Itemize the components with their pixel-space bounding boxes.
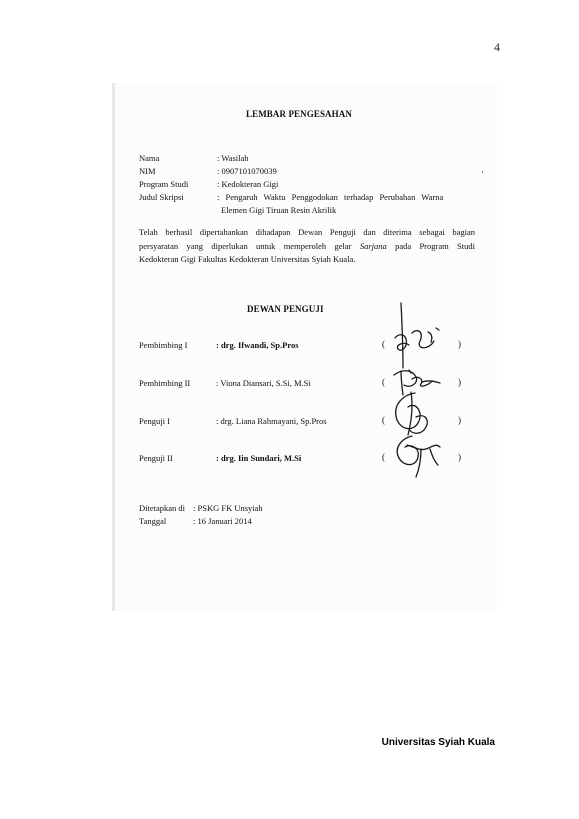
field-label: NIM [139, 166, 156, 176]
scanned-approval-sheet [112, 83, 497, 611]
field-label: Nama [139, 153, 160, 163]
signature-bracket-close: ) [458, 415, 461, 425]
scan-speck [482, 171, 483, 173]
signature-bracket-open: ( [382, 415, 385, 425]
field-value: : Pengaruh Waktu Penggodokan terhadap Perubahan Warna [217, 192, 444, 202]
signature-bracket-close: ) [458, 339, 461, 349]
statement-line-2 [139, 240, 475, 254]
field-value: : 0907101070039 [217, 166, 277, 176]
degree-title: Sarjana [359, 240, 387, 251]
field-label: Judul Skripsi [139, 192, 184, 202]
university-footer: Universitas Syiah Kuala [381, 737, 495, 748]
examiner-role: Penguji I [139, 416, 170, 426]
closing-value: : PSKG FK Unsyiah [193, 503, 263, 513]
signature-pembimbing-1 [395, 303, 439, 368]
page-number: 4 [494, 40, 500, 54]
examiner-name: : drg. Ifwandi, Sp.Pros [216, 340, 299, 350]
field-label: Program Studi [139, 179, 189, 189]
closing-label: Ditetapkan di [139, 503, 186, 513]
approval-statement [139, 226, 475, 267]
signature-penguji-2 [397, 436, 440, 477]
signature-pembimbing-2 [394, 370, 440, 395]
closing-label: Tanggal [139, 516, 167, 526]
statement-text: persyaratan yang diperlukan untuk memperoleh gelar [139, 240, 360, 251]
examiner-role: Pembimbing II [139, 378, 191, 388]
signature-bracket-open: ( [382, 452, 385, 462]
statement-line-1: Telah berhasil dipertahankan dihadapan Dewan Penguji dan diterima sebagai bagian [139, 227, 475, 237]
signature-penguji-1 [396, 392, 428, 435]
field-value: Elemen Gigi Tiruan Resin Akrilik [221, 205, 337, 215]
examiner-role: Penguji II [139, 453, 173, 463]
signature-bracket-open: ( [382, 377, 385, 387]
signature-bracket-open: ( [382, 339, 385, 349]
signature-bracket-close: ) [458, 377, 461, 387]
field-value: : Kedokteran Gigi [217, 179, 279, 189]
signature-bracket-close: ) [458, 452, 461, 462]
field-value: : Wasilah [217, 153, 249, 163]
examiner-name: : Viona Diansari, S.Si, M.Si [216, 378, 311, 388]
examiner-role: Pembimbing I [139, 340, 188, 350]
sheet-title: LEMBAR PENGESAHAN [246, 109, 352, 119]
examiner-name: : drg. Liana Rahmayani, Sp.Pros [216, 416, 327, 426]
statement-line-3: Kedokteran Gigi Fakultas Kedokteran Universitas Syiah Kuala. [139, 254, 356, 264]
statement-text: pada Program Studi [386, 240, 475, 251]
closing-value: : 16 Januari 2014 [193, 516, 252, 526]
board-title: DEWAN PENGUJI [247, 304, 324, 314]
examiner-name: : drg. Iin Sundari, M.Si [216, 453, 302, 463]
